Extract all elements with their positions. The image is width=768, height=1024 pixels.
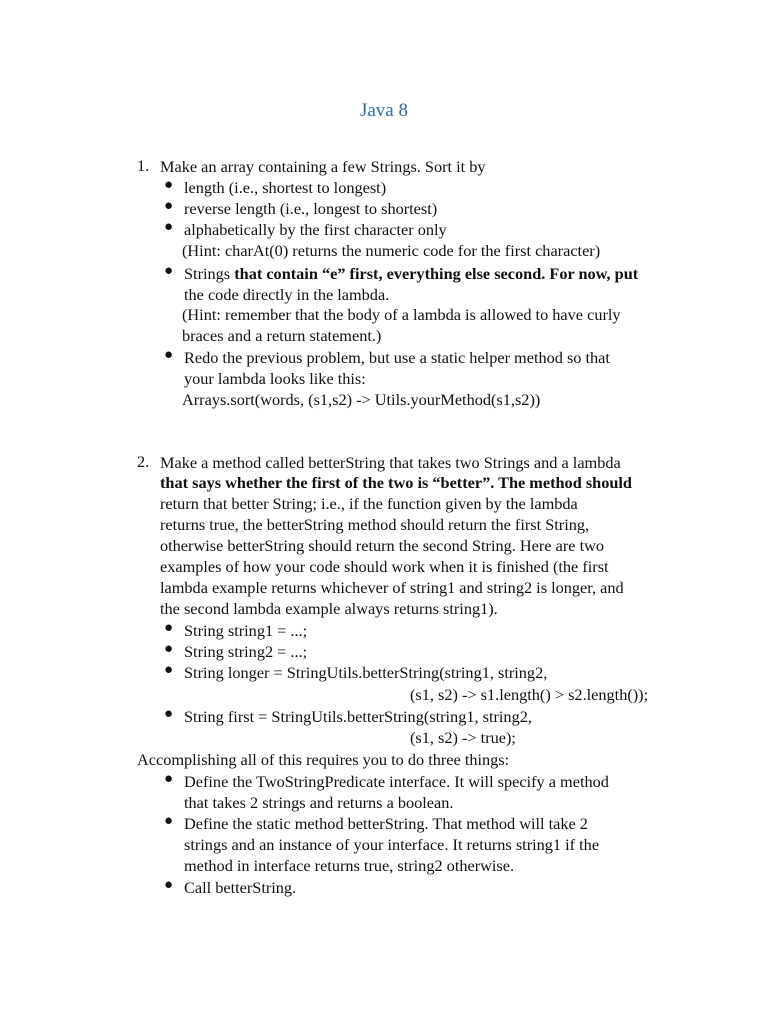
problem-2-line-5: otherwise betterString should return the second String. Here are two: [160, 536, 604, 555]
bullet-icon: ●: [164, 641, 174, 657]
p1-bullet-reverse-length: reverse length (i.e., longest to shortest): [184, 199, 438, 218]
p1-bullet-contain-e: [184, 263, 638, 284]
accomplish-step-interface-cont: that takes 2 strings and returns a boolean.: [184, 793, 454, 812]
problem-1-number: 1.: [137, 156, 150, 175]
bullet-icon: ●: [164, 706, 174, 722]
problem-2-line-3: return that better String; i.e., if the function given by the lambda: [160, 494, 578, 513]
document-title: Java 8: [359, 100, 408, 121]
p2-code-first: String first = StringUtils.betterString(string1, string2,: [184, 707, 532, 726]
problem-2-line-6: examples of how your code should work when it is finished (the first: [160, 557, 609, 576]
problem-2-line-2: that says whether the first of the two is “better”. The method should: [160, 473, 632, 492]
bullet-icon: ●: [164, 877, 174, 893]
bullet-icon: ●: [164, 662, 174, 678]
p1-bullet-alphabetical: alphabetically by the first character only: [184, 220, 447, 239]
problem-1-intro: Make an array containing a few Strings. Sort it by: [160, 157, 486, 176]
accomplish-intro: Accomplishing all of this requires you to do three things:: [137, 750, 510, 769]
bullet-icon: ●: [164, 263, 174, 279]
bullet-icon: ●: [164, 198, 174, 214]
bullet-icon: ●: [164, 771, 174, 787]
bullet-icon: ●: [164, 177, 174, 193]
p1-hint-charat: (Hint: charAt(0) returns the numeric code for the first character): [182, 241, 601, 260]
p2-code-longer-lambda: (s1, s2) -> s1.length() > s2.length());: [410, 685, 649, 704]
bullet-icon: ●: [164, 219, 174, 235]
bullet-icon: ●: [164, 620, 174, 636]
p1-bullet-contain-e-cont: the code directly in the lambda.: [184, 285, 390, 304]
p2-code-longer: String longer = StringUtils.betterString(string1, string2,: [184, 663, 548, 682]
p1-code-arrays-sort: Arrays.sort(words, (s1,s2) -> Utils.yourMethod(s1,s2)): [182, 390, 541, 409]
p1-bullet-contain-e-lead: Strings: [184, 264, 235, 283]
problem-2-line-8: the second lambda example always returns string1).: [160, 599, 498, 618]
p1-bullet-length: length (i.e., shortest to longest): [184, 178, 387, 197]
p1-bullet-helper-method: Redo the previous problem, but use a static helper method so that: [184, 348, 610, 367]
problem-2-number: 2.: [137, 452, 150, 471]
p2-code-string2: String string2 = ...;: [184, 642, 308, 661]
bullet-icon: ●: [164, 813, 174, 829]
accomplish-step-interface: Define the TwoStringPredicate interface. It will specify a method: [184, 772, 609, 791]
p1-hint-lambda-body-cont: braces and a return statement.): [182, 326, 382, 345]
bullet-icon: ●: [164, 347, 174, 363]
problem-2-line-4: returns true, the betterString method should return the first String,: [160, 515, 590, 534]
accomplish-step-method-cont-2: method in interface returns true, string2 otherwise.: [184, 856, 515, 875]
p1-bullet-contain-e-bold: that contain “e” first, everything else second. For now, put: [234, 264, 639, 283]
accomplish-step-method-cont-1: strings and an instance of your interface. It returns string1 if the: [184, 835, 600, 854]
accomplish-step-method: Define the static method betterString. That method will take 2: [184, 814, 588, 833]
problem-2-line-7: lambda example returns whichever of string1 and string2 is longer, and: [160, 578, 624, 597]
p1-bullet-helper-method-cont: your lambda looks like this:: [184, 369, 366, 388]
p2-code-string1: String string1 = ...;: [184, 621, 308, 640]
problem-2-line-1: Make a method called betterString that takes two Strings and a lambda: [160, 453, 621, 472]
accomplish-step-call: Call betterString.: [184, 878, 297, 897]
p2-code-first-lambda: (s1, s2) -> true);: [410, 728, 516, 747]
p1-hint-lambda-body: (Hint: remember that the body of a lambda is allowed to have curly: [182, 305, 621, 324]
